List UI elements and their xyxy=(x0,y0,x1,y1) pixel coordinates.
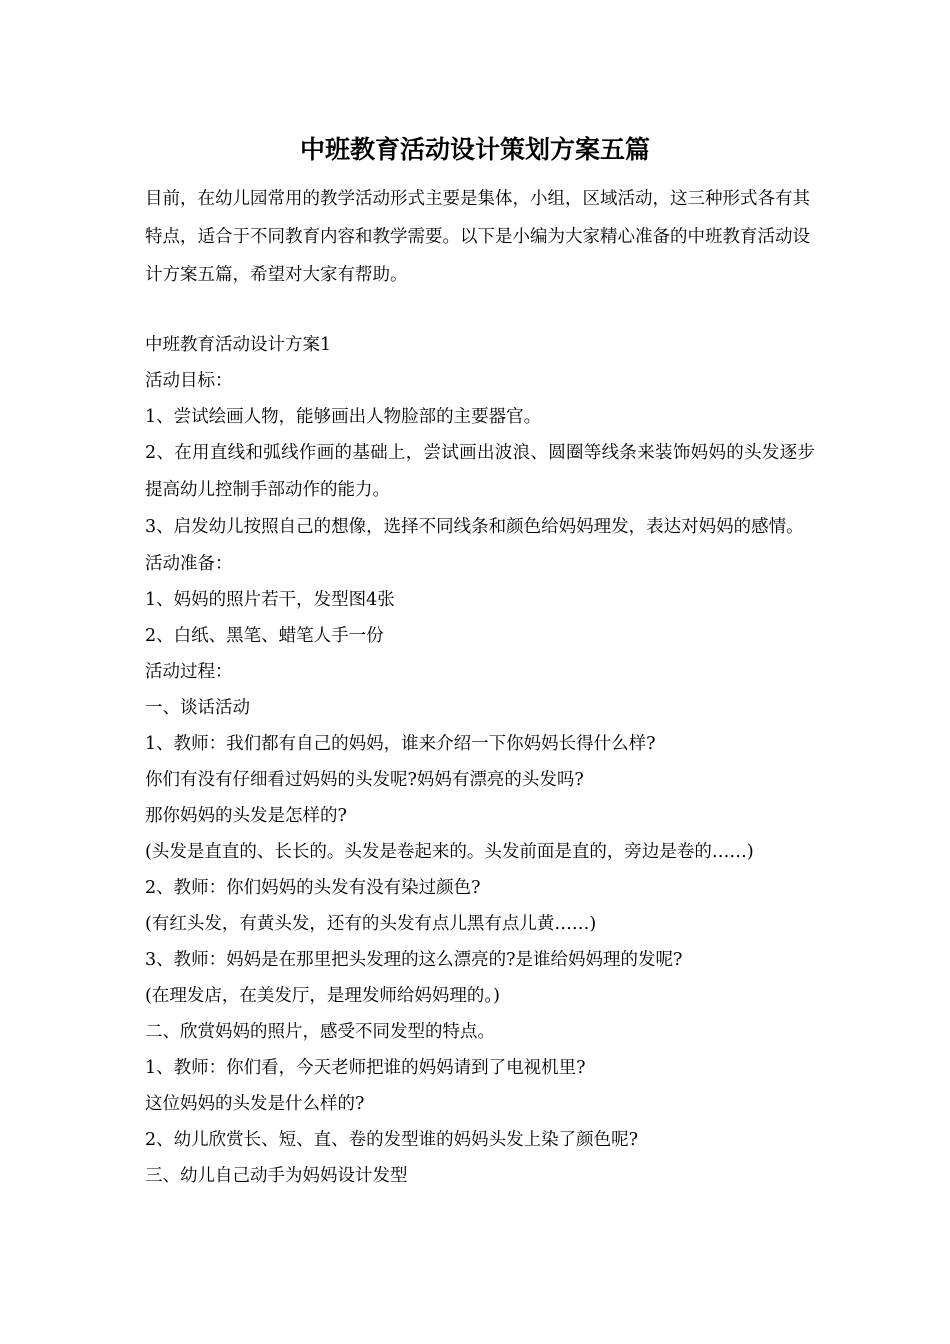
subheading-goals: 活动目标： xyxy=(145,371,233,391)
process-step-heading: 二、欣赏妈妈的照片，感受不同发型的特点。 xyxy=(145,1022,495,1042)
process-line: 那你妈妈的头发是怎样的? xyxy=(145,806,347,826)
section-heading: 中班教育活动设计方案1 xyxy=(145,335,332,355)
process-line: 3、教师：妈妈是在那里把头发理的这么漂亮的?是谁给妈妈理的发呢? xyxy=(145,950,683,970)
subheading-preparation: 活动准备： xyxy=(145,554,233,574)
process-step-heading: 一、谈话活动 xyxy=(145,698,250,718)
document-title: 中班教育活动设计策划方案五篇 xyxy=(299,135,650,164)
process-line: 你们有没有仔细看过妈妈的头发呢?妈妈有漂亮的头发吗? xyxy=(145,770,584,790)
preparation-item: 1、妈妈的照片若干，发型图4张 xyxy=(145,590,395,610)
process-line: 1、教师：你们看，今天老师把谁的妈妈请到了电视机里? xyxy=(145,1058,586,1078)
process-line: (有红头发，有黄头发，还有的头发有点儿黑有点儿黄……) xyxy=(145,914,597,934)
body-content xyxy=(145,327,815,1194)
goal-item: 1、尝试绘画人物，能够画出人物脸部的主要器官。 xyxy=(145,407,542,427)
intro-paragraph: 目前，在幼儿园常用的教学活动形式主要是集体，小组，区域活动，这三种形式各有其特点，适合于不同教育内容和教学需要。以下是小编为大家精心准备的中班教育活动设计方案五篇，希望对大家有帮助。 xyxy=(145,189,810,285)
process-step-heading: 三、幼儿自己动手为妈妈设计发型 xyxy=(145,1166,408,1186)
subheading-process: 活动过程： xyxy=(145,662,233,682)
process-line: 2、幼儿欣赏长、短、直、卷的发型谁的妈妈头发上染了颜色呢? xyxy=(145,1130,639,1150)
process-line: 1、教师：我们都有自己的妈妈，谁来介绍一下你妈妈长得什么样? xyxy=(145,734,656,754)
process-line: 这位妈妈的头发是什么样的? xyxy=(145,1094,365,1114)
process-line: (头发是直直的、长长的。头发是卷起来的。头发前面是直的，旁边是卷的……) xyxy=(145,842,754,862)
goal-item: 2、在用直线和弧线作画的基础上，尝试画出波浪、圆圈等线条来装饰妈妈的头发逐步提高幼儿控制手部动作的能力。 xyxy=(145,443,815,500)
goal-item: 3、启发幼儿按照自己的想像，选择不同线条和颜色给妈妈理发，表达对妈妈的感情。 xyxy=(145,517,804,537)
preparation-item: 2、白纸、黑笔、蜡笔人手一份 xyxy=(145,626,384,646)
process-line: 2、教师：你们妈妈的头发有没有染过颜色? xyxy=(145,878,481,898)
process-line: (在理发店，在美发厅，是理发师给妈妈理的。) xyxy=(145,986,500,1006)
